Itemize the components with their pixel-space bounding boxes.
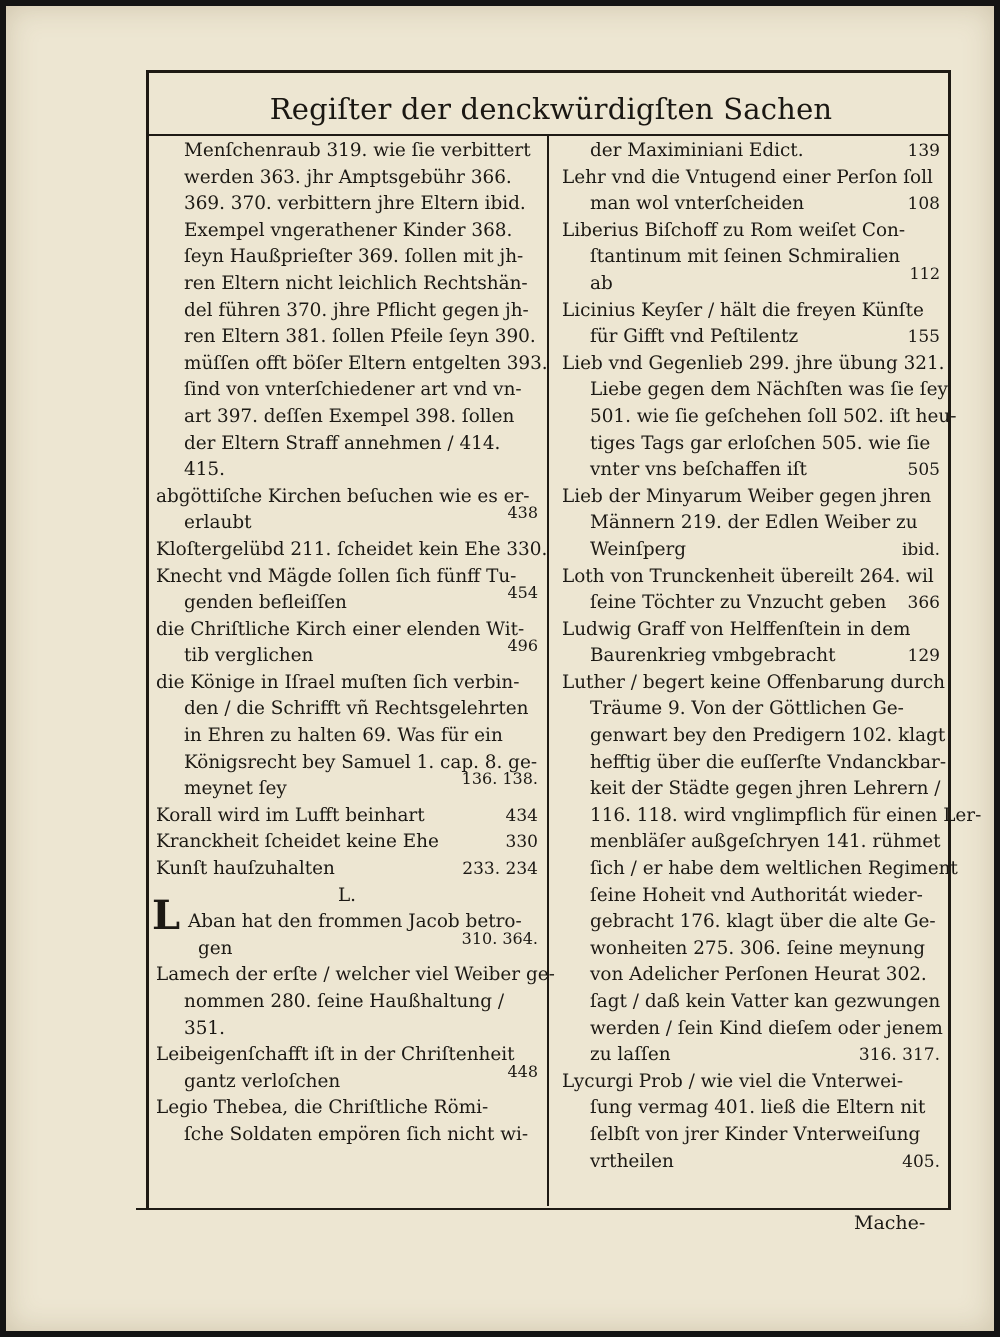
index-text: Aban hat den frommen Jacob betro- — [188, 911, 522, 933]
index-text: Königsrecht bey Samuel 1. cap. 8. ge- — [184, 751, 538, 773]
index-line — [562, 696, 940, 723]
index-text: nommen 280. ſeine Haußhaltung / — [184, 991, 505, 1012]
page-reference: 136. 138. — [461, 769, 538, 789]
page-reference: 155 — [907, 327, 940, 348]
page-reference: 108 — [907, 194, 940, 215]
index-text: man wol vnterſcheiden — [590, 193, 805, 215]
index-text: genwart bey den Predigern 102. klagt — [590, 725, 946, 747]
index-line — [156, 723, 538, 750]
index-text: den / die Schrifft vñ Rechtsgelehrten — [184, 698, 529, 720]
index-text: tib verglichen — [184, 645, 314, 667]
index-text: vnter vns beſchaffen iſt — [590, 459, 807, 481]
index-line — [156, 989, 538, 1016]
index-line — [156, 1061, 538, 1096]
index-text: 415. — [184, 459, 225, 481]
index-line — [562, 298, 940, 325]
index-line — [156, 431, 538, 458]
index-text: genden befleiſſen — [184, 592, 347, 614]
index-text: Träume 9. Von der Göttlichen Ge- — [590, 698, 904, 720]
index-line — [562, 776, 940, 803]
index-line — [562, 218, 940, 245]
page-reference: 366 — [907, 593, 940, 614]
index-line — [156, 670, 538, 697]
section-letter: L. — [337, 884, 357, 906]
index-text: tiges Tags gar erloſchen 505. wie ſie — [590, 432, 931, 454]
index-line — [562, 670, 945, 697]
index-text: keit der Städte gegen jhren Lehrern / — [590, 778, 941, 800]
page-reference: 310. 364. — [461, 928, 538, 948]
index-text: ſtantinum mit ſeinen Schmiralien — [590, 246, 901, 268]
index-line — [156, 696, 538, 723]
index-line — [562, 431, 940, 458]
index-text: Legio Thebea, die Chriſtliche Römi- — [156, 1097, 489, 1119]
page-reference: 233. 234 — [462, 859, 538, 880]
index-line — [156, 1095, 538, 1122]
index-text: für Gifft vnd Peſtilentz — [590, 326, 799, 348]
index-line — [562, 1042, 940, 1069]
index-text: del führen 370. jhre Pflicht gegen jh- — [184, 299, 529, 321]
index-line — [156, 928, 538, 963]
bottom-rule — [136, 1208, 948, 1210]
index-text: Lieb der Minyarum Weiber gegen jhren — [562, 485, 932, 507]
index-text: ab — [590, 272, 613, 294]
index-line — [562, 191, 940, 218]
index-text: in Ehren zu halten 69. Was für ein — [184, 725, 503, 747]
index-text: Korall wird im Lufft beinhart — [156, 804, 425, 826]
index-text: Kunſt hauſzuhalten — [156, 858, 335, 880]
index-line — [562, 457, 940, 484]
index-line — [562, 1016, 943, 1043]
index-line — [156, 856, 538, 883]
index-line — [562, 1149, 940, 1176]
index-text: Kloſtergelübd 211. ſcheidet kein Ehe 330. — [156, 538, 548, 560]
index-line — [562, 856, 958, 883]
index-line — [562, 244, 940, 271]
index-line — [562, 1122, 940, 1149]
index-line — [562, 138, 940, 165]
index-text: meynet ſey — [184, 778, 287, 800]
page-reference: 438 — [507, 503, 538, 523]
index-text: Baurenkrieg vmbgebracht — [590, 645, 836, 667]
index-line — [562, 263, 940, 298]
index-line — [156, 351, 548, 378]
index-text: Menſchenraub 319. wie ſie verbittert — [184, 140, 531, 161]
index-text: der Eltern Straff annehmen / 414. — [184, 432, 501, 454]
index-line — [562, 404, 957, 431]
column-divider — [547, 136, 549, 1206]
index-text: 116. 118. wird vnglimpflich für einen Ler- — [590, 804, 982, 826]
running-header: Regiſter der denckwürdigſten Sachen — [269, 92, 833, 126]
page-reference: 330 — [505, 832, 538, 853]
index-line — [156, 138, 538, 165]
page-reference: 505 — [907, 460, 940, 481]
index-text: ſeyn Haußprieſter 369. ſollen mit jh- — [184, 246, 524, 268]
index-line — [156, 829, 538, 856]
index-text: Ludwig Graff von Helffenſtein in dem — [562, 618, 911, 640]
index-line — [562, 165, 940, 192]
index-line — [156, 883, 538, 910]
left-frame-rule — [146, 70, 149, 1210]
index-line — [562, 750, 947, 777]
index-line — [156, 636, 538, 670]
index-line — [156, 218, 538, 245]
index-text: Loth von Trunckenheit übereilt 264. wil — [562, 565, 934, 587]
page-reference: ibid. — [901, 539, 940, 560]
index-text: ſeine Töchter zu Vnzucht geben — [590, 592, 887, 614]
index-text: ſung vermag 401. ließ die Eltern nit — [590, 1097, 926, 1119]
index-line — [562, 803, 982, 830]
index-line — [562, 324, 940, 351]
index-text: abgöttiſche Kirchen beſuchen wie es er- — [156, 485, 530, 507]
index-text: ren Eltern nicht leichlich Rechtshän- — [184, 272, 528, 294]
index-text: Exempel vngerathener Kinder 368. — [184, 219, 513, 241]
index-text: werden / ſein Kind dieſem oder jenem — [590, 1017, 943, 1039]
index-line — [562, 962, 940, 989]
index-line — [156, 457, 538, 484]
index-line — [562, 590, 940, 617]
index-text: gebracht 176. klagt über die alte Ge- — [590, 911, 936, 933]
index-text: Lieb vnd Gegenlieb 299. jhre übung 321. — [562, 352, 945, 374]
index-text: Leibeigenſchafft iſt in der Chriſtenheit — [156, 1044, 515, 1066]
index-text: von Adelicher Perſonen Heurat 302. — [590, 964, 927, 986]
index-text: ſind von vnterſchiedener art vnd vn- — [184, 379, 522, 401]
index-text: 351. — [184, 1017, 225, 1039]
page-reference: 316. 317. — [858, 1045, 940, 1066]
page-reference: 496 — [507, 636, 538, 656]
index-line — [562, 510, 940, 537]
top-rule — [146, 70, 951, 73]
index-line — [562, 643, 940, 670]
index-line — [156, 244, 538, 271]
index-line — [562, 351, 945, 378]
index-text: gen — [198, 937, 233, 959]
index-text: vrtheilen — [590, 1150, 674, 1172]
index-line — [562, 377, 948, 404]
index-line — [156, 324, 538, 351]
left-column — [152, 138, 555, 1149]
index-text: 501. wie ſie geſchehen ſoll 502. iſt heu- — [590, 405, 957, 427]
index-line — [562, 909, 940, 936]
index-line — [156, 271, 538, 298]
index-line — [156, 962, 555, 989]
index-text: zu laſſen — [590, 1044, 671, 1066]
index-line — [562, 617, 940, 644]
index-text: Lamech der erſte / welcher viel Weiber ge- — [156, 964, 555, 986]
index-line — [562, 564, 940, 591]
index-line — [562, 829, 940, 856]
index-line — [156, 165, 538, 192]
index-text: menbläſer außgeſchryen 141. rühmet — [590, 831, 941, 853]
index-text: ſagt / daß kein Vatter kan gezwungen — [590, 991, 941, 1012]
index-text: hefftig über die euſſerſte Vndanckbar- — [590, 751, 947, 773]
index-text: wonheiten 275. 306. ſeine meynung — [590, 937, 925, 959]
index-text: 369. 370. verbittern jhre Eltern ibid. — [184, 193, 526, 215]
index-text: Lycurgi Prob / wie viel die Vnterwei- — [562, 1070, 904, 1092]
index-line — [562, 936, 940, 963]
index-text: ſich / er habe dem weltlichen Regiment — [590, 858, 958, 880]
index-text: werden 363. jhr Amptsgebühr 366. — [184, 166, 512, 188]
index-text: ren Eltern 381. ſollen Pfeile ſeyn 390. — [184, 326, 536, 348]
index-line — [562, 723, 946, 750]
index-text: gantz verloſchen — [184, 1070, 341, 1092]
page-reference: 139 — [907, 141, 940, 161]
index-text: ſelbſt von jrer Kinder Vnterweiſung — [590, 1123, 921, 1145]
index-line — [562, 537, 940, 564]
page-reference: 129 — [907, 646, 940, 667]
index-text: art 397. deſſen Exempel 398. ſollen — [184, 405, 515, 427]
index-text: Licinius Keyſer / hält die freyen Künſte — [562, 299, 924, 321]
index-line — [156, 298, 538, 325]
drop-cap: L — [152, 892, 181, 940]
index-text: die Chriſtliche Kirch einer elenden Wit- — [156, 618, 525, 640]
index-line — [156, 537, 548, 564]
index-text: Luther / begert keine Offenbarung durch — [562, 671, 945, 693]
index-line — [156, 377, 538, 404]
index-line — [156, 803, 538, 830]
index-line — [156, 1042, 538, 1069]
index-line — [156, 1122, 538, 1149]
page-reference: 434 — [505, 805, 538, 826]
page-reference: 405. — [902, 1151, 940, 1172]
index-text: erlaubt — [184, 512, 252, 534]
index-line — [156, 484, 538, 511]
index-text: Liebe gegen dem Nächſten was ſie ſey — [590, 379, 948, 401]
index-text: Männern 219. der Edlen Weiber zu — [590, 512, 918, 534]
right-column — [562, 138, 982, 1175]
page-reference: 448 — [507, 1061, 538, 1081]
index-text: die Könige in Iſrael muſten ſich verbin- — [156, 671, 520, 693]
index-line — [156, 564, 538, 591]
index-text: der Maximiniani Edict. — [590, 140, 804, 161]
index-line — [156, 1016, 538, 1043]
index-line — [156, 503, 538, 537]
index-line — [156, 404, 538, 431]
book-page — [6, 6, 994, 1331]
index-line — [562, 484, 940, 511]
index-text: ſche Soldaten empören ſich nicht wi- — [184, 1123, 529, 1145]
index-text: ſeine Hoheit vnd Authoritát wieder- — [590, 884, 923, 906]
catchword: Mache- — [854, 1212, 926, 1234]
index-text: Lehr vnd die Vntugend einer Perſon ſoll — [562, 166, 933, 188]
index-line — [562, 883, 940, 910]
index-line — [156, 191, 538, 218]
index-line — [156, 583, 538, 617]
right-frame-rule — [948, 70, 951, 1210]
index-text: müſſen offt böſer Eltern entgelten 393. — [184, 352, 548, 374]
index-text: Weinſperg — [590, 538, 687, 560]
page-reference: 112 — [909, 263, 940, 283]
index-line — [562, 1069, 940, 1096]
index-text: Liberius Biſchoff zu Rom weiſet Con- — [562, 219, 906, 241]
index-line — [156, 769, 538, 803]
index-text: Kranckheit ſcheidet keine Ehe — [156, 831, 439, 853]
index-line — [562, 989, 940, 1016]
index-text: Knecht vnd Mägde ſollen ſich fünff Tu- — [156, 565, 517, 587]
index-line — [156, 617, 538, 644]
index-line — [562, 1095, 940, 1122]
page-reference: 454 — [507, 583, 538, 603]
